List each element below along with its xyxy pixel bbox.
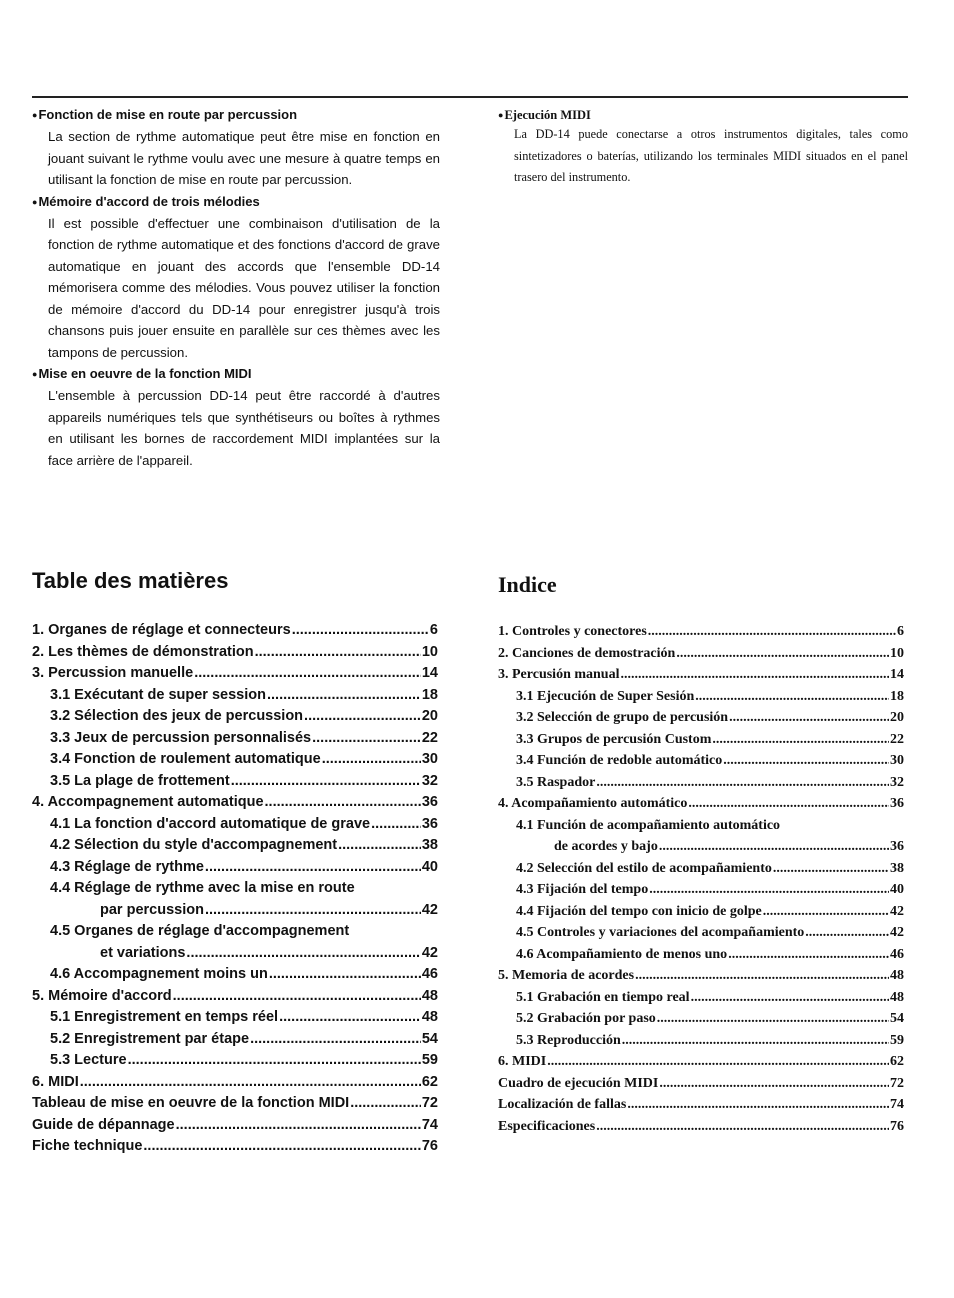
toc-entry-page: 20 [890,710,904,725]
toc-leader-dots [723,750,889,772]
toc-entry [32,835,438,857]
toc-entry-title: Fiche technique [32,1138,143,1154]
toc-entry [32,1115,438,1137]
toc-entry [498,987,904,1009]
toc-leader-dots [250,1029,421,1051]
toc-leader-dots [773,858,889,880]
feature-heading: ● Ejecución MIDI [498,106,908,124]
toc-entry-page: 40 [421,858,438,875]
toc-entry [498,707,904,729]
feature-text: La section de rythme automatique peut être mise en fonction en jouant suivant le rythme voulu avec une mesure à quatre temps en utilisant la fonction de mise en route par percussion. [48,129,440,187]
toc-leader-dots [659,1073,889,1095]
toc-entry [498,879,904,901]
toc-entry [32,878,438,900]
toc-entry [32,814,438,836]
toc-leader-dots [304,706,421,728]
toc-entry-page: 30 [421,751,438,767]
toc-leader-dots [657,1008,889,1030]
toc-leader-dots [279,1007,421,1029]
toc-entry-page: 22 [421,729,438,746]
toc-leader-dots [622,1030,889,1052]
toc-entry-page: 14 [421,665,438,681]
toc-entry [498,858,904,880]
toc-leader-dots [80,1072,421,1094]
toc-leader-dots [596,1116,889,1138]
toc-entry [32,921,438,943]
toc-entry-title: 3. Percussion manuelle [32,665,194,681]
toc-entry [32,685,438,707]
toc-entry-title: 5. Mémoire d'accord [32,987,172,1004]
toc-entry-title: Localización de fallas [498,1097,627,1112]
toc-entry [498,1116,904,1138]
toc-leader-dots [128,1050,421,1072]
toc-leader-dots [176,1115,421,1137]
toc-entry-title: 5.1 Enregistrement en temps réel [50,1009,279,1025]
toc-entry-page: 22 [890,731,904,747]
toc-entry-title: 3.5 La plage de frottement [50,772,230,789]
toc-entry-page: 42 [421,901,438,918]
toc-entry-page: 76 [890,1118,904,1134]
toc-leader-dots [267,685,421,707]
toc-entry [32,1072,438,1094]
toc-leader-dots [659,836,889,858]
feature-text: L'ensemble à percussion DD-14 peut être raccordé à d'autres appareils numériques tels que synthétiseurs ou boîtes à rythmes en utilisant les bornes de raccordement MIDI implantées sur la face arrière de l'appareil. [48,388,440,468]
toc-entry-page: 72 [421,1095,438,1111]
toc-entry [498,750,904,772]
toc-entry [32,706,438,728]
toc-leader-dots [648,621,896,643]
toc-entry-page: 14 [890,667,904,682]
toc-leader-dots [312,728,421,750]
feature-heading: ● Mise en oeuvre de la fonction MIDI [32,363,440,385]
toc-entry-title: 6. MIDI [32,1073,79,1090]
toc-entry-page: 30 [890,753,904,768]
feature-heading: ● Mémoire d'accord de trois mélodies [32,191,440,213]
toc-entry-title: 4.4 Réglage de rythme avec la mise en route [50,880,355,896]
toc-entry-page: 40 [890,882,904,897]
toc-entry [32,642,438,664]
feature-text: Il est possible d'effectuer une combinaison d'utilisation de la fonction de rythme automatique et des fonctions d'accord de grave automatique en jouant des accords que l'ensemble DD-14 mémorisera comme des mélodies. Vous pouvez utiliser la fonction de mémoire d'accord du DD-14 pour enregistrer jusqu'à trois chansons puis jouer ensuite en parallèle sur ces thèmes avec les tampons de percussion. [48,215,440,360]
toc-entry-title: 4.6 Accompagnement moins un [50,966,268,982]
toc-entry [32,1029,438,1051]
toc-entry-page: 59 [421,1052,438,1068]
toc-entry-page: 62 [421,1073,438,1090]
toc-entry-page: 10 [421,643,438,660]
toc-entry [32,1093,438,1115]
toc-entry-title: 4.3 Fijación del tempo [516,882,649,897]
toc-leader-dots [729,707,889,729]
toc-entry-page: 36 [890,796,904,811]
toc-entry [32,900,438,922]
toc-entry [498,664,904,686]
toc-entry-page: 38 [890,860,904,876]
toc-entry [498,965,904,987]
toc-entry-title: 3.3 Grupos de percusión Custom [516,731,712,747]
toc-leader-dots [712,729,889,751]
toc-entry-title: Cuadro de ejecución MIDI [498,1075,659,1091]
toc-entry [498,922,904,944]
toc-entry-page: 59 [890,1032,904,1048]
feature-text: La DD-14 puede conectarse a otros instrumentos digitales, tales como sintetizadores o baterías, utilizando los terminales MIDI situados en el panel trasero del instrumento. [514,127,908,184]
toc-entry [498,793,904,815]
toc-title-spanish: Indice [498,572,557,597]
toc-entry [498,621,904,643]
toc-entry-title: 4.3 Réglage de rythme [50,858,204,875]
toc-entry [32,728,438,750]
toc-entry [498,901,904,923]
toc-entry [32,663,438,685]
toc-entry-page: 10 [890,645,904,661]
toc-entry-page: 42 [890,925,904,940]
toc-entry-title: Tableau de mise en oeuvre de la fonction MIDI [32,1095,350,1111]
toc-entry-title: 3.5 Raspador [516,774,596,790]
toc-entry-title: 5.2 Enregistrement par étape [50,1030,250,1047]
toc-entry-title: 5.3 Reproducción [516,1032,621,1048]
toc-leader-dots [688,793,889,815]
toc-entry-title: 4.5 Controles y variaciones del acompañamiento [516,925,805,940]
toc-entry-title: de acordes y bajo [554,839,658,854]
toc-entry-page: 54 [421,1030,438,1047]
toc-leader-dots [676,643,889,665]
toc-leader-dots [695,686,889,708]
toc-leader-dots [649,879,889,901]
toc-entry-title: par percussion [100,901,204,918]
toc-entry-title: 3.1 Exécutant de super session [50,686,266,703]
toc-entry [498,836,904,858]
toc-entry-title: 6. MIDI [498,1054,547,1069]
toc-entry [32,964,438,986]
toc-entry-page: 32 [421,772,438,789]
toc-entry [498,1094,904,1116]
toc-entry-title: 4.4 Fijación del tempo con inicio de golpe [516,903,762,919]
toc-leader-dots [205,857,421,879]
toc-leader-dots [691,987,889,1009]
toc-entry [498,1030,904,1052]
toc-entry-page: 74 [421,1116,438,1133]
toc-entry-title: 4.2 Selección del estilo de acompañamiento [516,860,772,876]
toc-entry-title: 4. Acompañamiento automático [498,796,688,811]
toc-entry-title: 4. Accompagnement automatique [32,794,264,810]
toc-entry [498,643,904,665]
toc-leader-dots [292,620,429,642]
toc-entry-page: 36 [421,815,438,832]
toc-entry-title: 3.2 Sélection des jeux de percussion [50,708,304,724]
toc-leader-dots [763,901,889,923]
toc-entry-title: et variations [100,944,186,961]
toc-leader-dots [186,943,420,965]
toc-entry-page: 18 [421,686,438,703]
toc-leader-dots [194,663,421,685]
toc-entry-title: 3.2 Selección de grupo de percusión [516,710,729,725]
toc-leader-dots [596,772,889,794]
toc-leader-dots [635,965,889,987]
toc-leader-dots [231,771,421,793]
toc-title-french: Table des matières [32,568,229,593]
feature-heading: ● Fonction de mise en route par percussion [32,104,440,126]
toc-leader-dots [255,642,421,664]
toc-leader-dots [627,1094,889,1116]
toc-entry [498,686,904,708]
toc-entry-title: 3.4 Fonction de roulement automatique [50,751,321,767]
toc-entry-title: 4.6 Acompañamiento de menos uno [516,946,728,962]
toc-entry-title: 4.1 La fonction d'accord automatique de grave [50,815,371,832]
toc-french [32,620,438,1158]
toc-entry [498,1008,904,1030]
toc-entry-page: 48 [421,1009,438,1025]
spanish-features [498,106,908,189]
toc-entry [32,792,438,814]
toc-entry-page: 48 [890,968,904,983]
top-rule [32,96,908,98]
toc-entry [32,1007,438,1029]
toc-entry [32,986,438,1008]
toc-entry-page: 6 [897,624,904,639]
toc-entry-page: 74 [890,1097,904,1112]
toc-entry-title: 3.4 Función de redoble automático [516,753,723,768]
toc-leader-dots [205,900,421,922]
toc-entry [498,944,904,966]
toc-entry [498,1051,904,1073]
toc-entry-title: 5.2 Grabación por paso [516,1011,656,1026]
toc-entry-page: 36 [890,839,904,854]
toc-leader-dots [338,835,421,857]
toc-leader-dots [265,792,421,814]
toc-entry-title: 3.3 Jeux de percussion personnalisés [50,729,312,746]
toc-entry-title: 4.2 Sélection du style d'accompagnement [50,837,338,853]
toc-entry [32,943,438,965]
toc-entry-title: 5.1 Grabación en tiempo real [516,989,690,1005]
toc-entry-page: 48 [890,989,904,1005]
toc-entry-page: 76 [421,1138,438,1154]
toc-entry-title: 2. Les thèmes de démonstration [32,643,254,660]
toc-entry-page: 72 [890,1075,904,1091]
toc-entry-page: 18 [890,688,904,704]
toc-entry-page: 46 [890,946,904,962]
toc-entry-title: 4.1 Función de acompañamiento automático [516,817,781,833]
toc-leader-dots [547,1051,889,1073]
toc-entry-title: 3.1 Ejecución de Super Sesión [516,688,695,704]
toc-entry-page: 42 [890,903,904,919]
toc-entry-page: 36 [421,794,438,810]
toc-entry-page: 20 [421,708,438,724]
toc-entry-title: Especificaciones [498,1118,596,1134]
toc-leader-dots [371,814,421,836]
toc-entry-page: 48 [421,987,438,1004]
toc-entry-page: 42 [421,944,438,961]
toc-leader-dots [620,664,889,686]
toc-entry-page: 6 [429,622,438,638]
toc-entry-page: 54 [890,1011,904,1026]
toc-leader-dots [269,964,421,986]
toc-entry-title: 2. Canciones de demostración [498,645,676,661]
toc-entry [32,1136,438,1158]
toc-leader-dots [805,922,889,944]
toc-entry [498,815,904,837]
toc-entry-title: Guide de dépannage [32,1116,175,1133]
toc-entry [32,749,438,771]
toc-entry-title: 1. Organes de réglage et connecteurs [32,622,291,638]
french-features [32,104,440,471]
toc-entry [32,620,438,642]
toc-entry-title: 3. Percusión manual [498,667,620,682]
toc-entry [498,772,904,794]
toc-entry [498,729,904,751]
toc-entry-page: 32 [890,774,904,790]
toc-entry-title: 5.3 Lecture [50,1052,127,1068]
toc-entry [32,1050,438,1072]
toc-entry-title: 5. Memoria de acordes [498,968,635,983]
toc-entry [498,1073,904,1095]
toc-entry [32,857,438,879]
toc-entry-title: 1. Controles y conectores [498,624,647,639]
toc-entry [32,771,438,793]
toc-entry-page: 38 [421,837,438,853]
toc-leader-dots [322,749,421,771]
toc-leader-dots [173,986,421,1008]
toc-entry-title: 4.5 Organes de réglage d'accompagnement [50,923,350,939]
toc-leader-dots [143,1136,420,1158]
toc-leader-dots [728,944,889,966]
toc-leader-dots [350,1093,421,1115]
toc-entry-page: 62 [890,1054,904,1069]
toc-spanish [498,621,904,1137]
toc-entry-page: 46 [421,966,438,982]
